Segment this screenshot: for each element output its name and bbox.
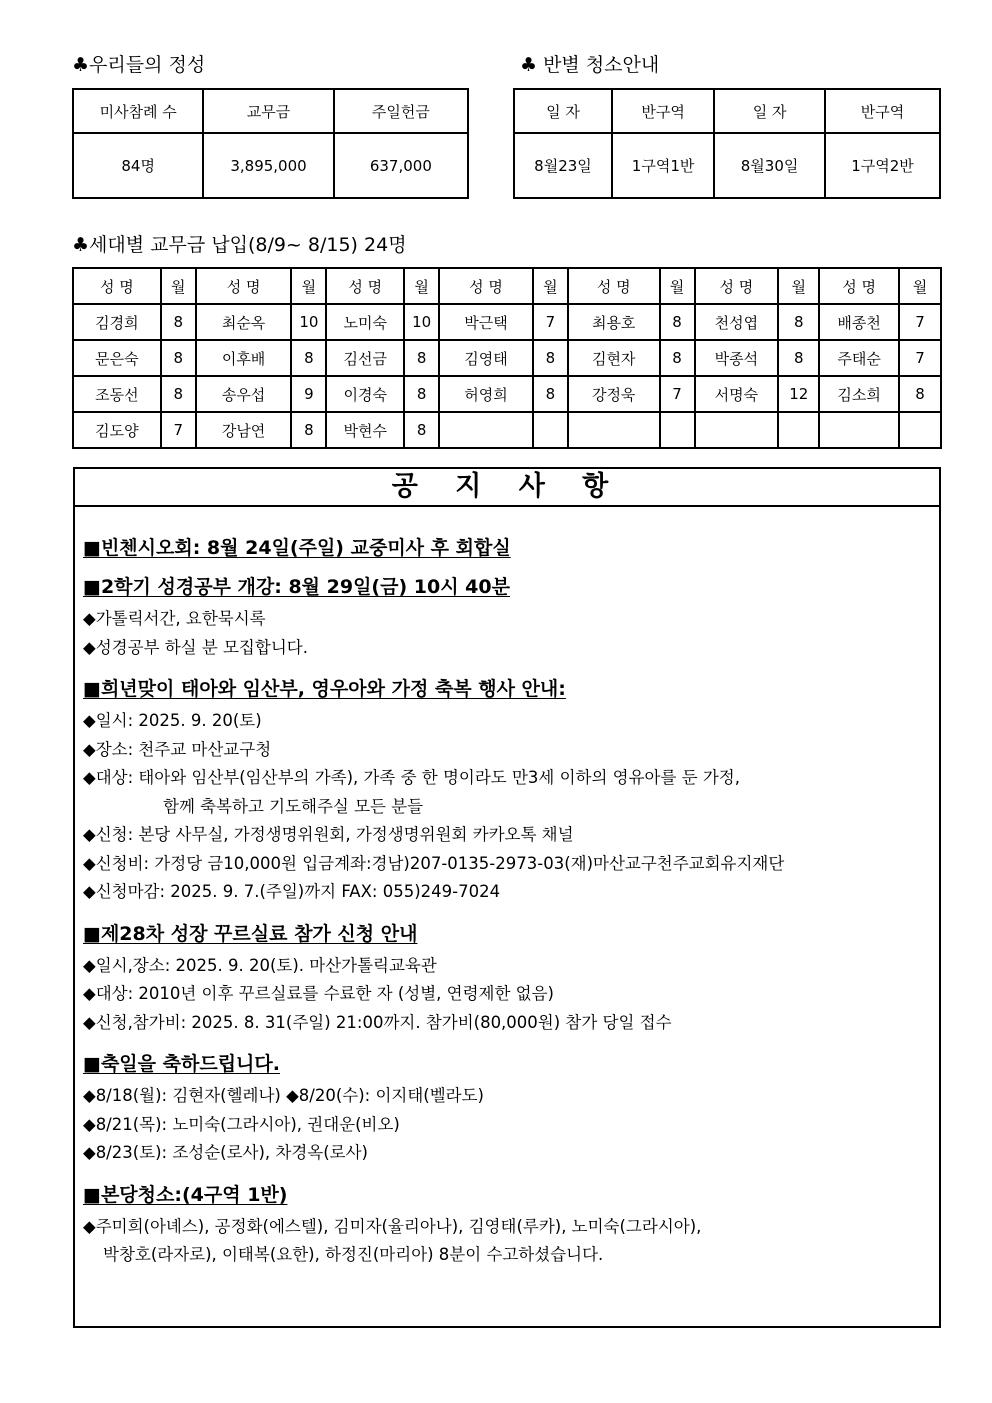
notice-section-blessing bbox=[83, 674, 939, 907]
name-header: 성 명 bbox=[73, 268, 161, 304]
cleaning-header-date-2: 일 자 bbox=[714, 89, 825, 133]
member-name bbox=[568, 412, 660, 448]
notice-title: 공 지 사 항 bbox=[75, 469, 939, 507]
member-name bbox=[695, 412, 779, 448]
member-name: 김영태 bbox=[439, 340, 533, 376]
month-header: 월 bbox=[404, 268, 439, 304]
member-month: 8 bbox=[533, 340, 568, 376]
cleaning-value-date-1: 8월23일 bbox=[514, 133, 612, 198]
member-name: 문은숙 bbox=[73, 340, 161, 376]
table-row bbox=[73, 304, 941, 340]
notice-section-title: ■제28차 성장 꾸르실료 참가 신청 안내 bbox=[83, 922, 418, 945]
cleaning-value-area-1: 1구역1반 bbox=[612, 133, 714, 198]
notice-box bbox=[73, 467, 941, 1328]
offering-header-attendance: 미사참례 수 bbox=[73, 89, 203, 133]
member-month: 8 bbox=[660, 340, 695, 376]
cleaning-header-area-2: 반구역 bbox=[825, 89, 940, 133]
dues-heading: ♣세대별 교무금 납입(8/9~ 8/15) 24명 bbox=[72, 234, 407, 256]
member-month: 8 bbox=[778, 340, 819, 376]
member-month: 10 bbox=[291, 304, 326, 340]
member-month: 9 bbox=[291, 376, 326, 412]
cleaning-value-area-2: 1구역2반 bbox=[825, 133, 940, 198]
member-month: 8 bbox=[291, 340, 326, 376]
member-name: 김경희 bbox=[73, 304, 161, 340]
table-row bbox=[73, 412, 941, 448]
notice-line: ◆대상: 태아와 임산부(임산부의 가족), 가족 중 한 명이라도 만3세 이하의 영유아를 둔 가정, bbox=[83, 768, 740, 787]
notice-line: ◆신청마감: 2025. 9. 7.(주일)까지 FAX: 055)249-7024 bbox=[83, 882, 501, 901]
member-month bbox=[660, 412, 695, 448]
month-header: 월 bbox=[291, 268, 326, 304]
offering-value-attendance: 84명 bbox=[73, 133, 203, 198]
offering-heading: ♣우리들의 정성 bbox=[72, 54, 206, 76]
member-month: 10 bbox=[404, 304, 439, 340]
notice-line: ◆장소: 천주교 마산교구청 bbox=[83, 739, 272, 759]
member-name: 천성엽 bbox=[695, 304, 779, 340]
member-name: 노미숙 bbox=[326, 304, 404, 340]
member-month: 8 bbox=[404, 340, 439, 376]
offering-value-dues: 3,895,000 bbox=[203, 133, 333, 198]
notice-section-bible-study bbox=[83, 572, 939, 662]
member-name: 김소희 bbox=[819, 376, 899, 412]
dues-header-row bbox=[73, 268, 941, 304]
table-row bbox=[73, 340, 941, 376]
member-name: 허영희 bbox=[439, 376, 533, 412]
member-name: 조동선 bbox=[73, 376, 161, 412]
notice-line: 박창호(라자로), 이태복(요한), 하정진(마리아) 8분이 수고하셨습니다. bbox=[103, 1245, 604, 1264]
member-name: 서명숙 bbox=[695, 376, 779, 412]
notice-section-title: ■축일을 축하드립니다. bbox=[83, 1053, 280, 1075]
member-name: 김현자 bbox=[568, 340, 660, 376]
member-name: 최순옥 bbox=[196, 304, 292, 340]
notice-section-title: ■희년맞이 태아와 임산부, 영우아와 가정 축복 행사 안내: bbox=[83, 678, 566, 700]
month-header: 월 bbox=[899, 268, 941, 304]
notice-section-cleaning bbox=[83, 1180, 939, 1270]
notice-line: ◆8/21(목): 노미숙(그라시아), 권대운(비오) bbox=[83, 1114, 400, 1134]
member-month: 8 bbox=[404, 376, 439, 412]
notice-section-cursillo bbox=[83, 919, 939, 1038]
cleaning-header-area-1: 반구역 bbox=[612, 89, 714, 133]
member-month: 8 bbox=[660, 304, 695, 340]
member-name bbox=[439, 412, 533, 448]
member-month: 7 bbox=[899, 304, 941, 340]
member-month: 8 bbox=[161, 340, 196, 376]
member-month: 8 bbox=[533, 376, 568, 412]
member-month: 8 bbox=[404, 412, 439, 448]
offering-table bbox=[72, 88, 469, 199]
member-month: 12 bbox=[778, 376, 819, 412]
notice-section-feast-days bbox=[83, 1049, 939, 1168]
member-month: 7 bbox=[899, 340, 941, 376]
name-header: 성 명 bbox=[196, 268, 292, 304]
member-month: 8 bbox=[161, 376, 196, 412]
notice-line: ◆주미희(아녜스), 공정화(에스텔), 김미자(율리아나), 김영태(루카), 노미숙(그라시아), bbox=[83, 1216, 702, 1236]
member-name: 박현수 bbox=[326, 412, 404, 448]
name-header: 성 명 bbox=[695, 268, 779, 304]
cleaning-heading: ♣ 반별 청소안내 bbox=[520, 54, 660, 76]
member-name: 김선금 bbox=[326, 340, 404, 376]
member-name: 박근택 bbox=[439, 304, 533, 340]
name-header: 성 명 bbox=[568, 268, 660, 304]
member-month: 8 bbox=[291, 412, 326, 448]
member-month: 8 bbox=[161, 304, 196, 340]
notice-line: ◆신청,참가비: 2025. 8. 31(주일) 21:00까지. 참가비(80,000원) 참가 당일 접수 bbox=[83, 1012, 672, 1032]
notice-line: ◆신청: 본당 사무실, 가정생명위원회, 가정생명위원회 카카오톡 채널 bbox=[83, 825, 574, 844]
notice-line: 함께 축복하고 기도해주실 모든 분들 bbox=[163, 796, 424, 816]
notice-body bbox=[75, 507, 939, 1270]
member-name: 배종천 bbox=[819, 304, 899, 340]
member-name: 김도양 bbox=[73, 412, 161, 448]
notice-line: ◆가톨릭서간, 요한묵시록 bbox=[83, 609, 266, 628]
dues-table bbox=[72, 267, 942, 449]
table-row bbox=[73, 376, 941, 412]
offering-header-sunday: 주일헌금 bbox=[334, 89, 468, 133]
month-header: 월 bbox=[533, 268, 568, 304]
notice-line: ◆8/23(토): 조성순(로사), 차경옥(로사) bbox=[83, 1143, 368, 1162]
notice-line: ◆성경공부 하실 분 모집합니다. bbox=[83, 637, 308, 657]
notice-line: ◆일시,장소: 2025. 9. 20(토). 마산가톨릭교육관 bbox=[83, 955, 437, 975]
member-name: 이후배 bbox=[196, 340, 292, 376]
member-name: 강정욱 bbox=[568, 376, 660, 412]
notice-section-title: ■빈첸시오회: 8월 24일(주일) 교중미사 후 회합실 bbox=[83, 537, 511, 559]
member-month bbox=[533, 412, 568, 448]
month-header: 월 bbox=[778, 268, 819, 304]
notice-section-vincent bbox=[83, 533, 939, 560]
cleaning-header-date-1: 일 자 bbox=[514, 89, 612, 133]
member-month: 7 bbox=[533, 304, 568, 340]
member-name: 강남연 bbox=[196, 412, 292, 448]
member-month: 7 bbox=[161, 412, 196, 448]
notice-section-title: ■본당청소:(4구역 1반) bbox=[83, 1183, 288, 1206]
member-name: 최용호 bbox=[568, 304, 660, 340]
member-month bbox=[778, 412, 819, 448]
name-header: 성 명 bbox=[326, 268, 404, 304]
member-name: 이경숙 bbox=[326, 376, 404, 412]
name-header: 성 명 bbox=[819, 268, 899, 304]
notice-line: ◆대상: 2010년 이후 꾸르실료를 수료한 자 (성별, 연령제한 없음) bbox=[83, 984, 554, 1003]
member-month: 7 bbox=[660, 376, 695, 412]
month-header: 월 bbox=[660, 268, 695, 304]
notice-line: ◆신청비: 가정당 금10,000원 입금계좌:경남)207-0135-2973-03(재)마산교구천주교회유지재단 bbox=[83, 853, 785, 873]
notice-line: ◆일시: 2025. 9. 20(토) bbox=[83, 711, 262, 730]
member-month: 8 bbox=[899, 376, 941, 412]
member-name: 박종석 bbox=[695, 340, 779, 376]
member-name bbox=[819, 412, 899, 448]
notice-section-title: ■2학기 성경공부 개강: 8월 29일(금) 10시 40분 bbox=[83, 576, 510, 598]
member-name: 주태순 bbox=[819, 340, 899, 376]
member-month bbox=[899, 412, 941, 448]
offering-header-dues: 교무금 bbox=[203, 89, 333, 133]
member-month: 8 bbox=[778, 304, 819, 340]
notice-line: ◆8/18(월): 김현자(헬레나) ◆8/20(수): 이지태(벨라도) bbox=[83, 1086, 484, 1105]
cleaning-value-date-2: 8월30일 bbox=[714, 133, 825, 198]
cleaning-table bbox=[513, 88, 941, 199]
month-header: 월 bbox=[161, 268, 196, 304]
member-name: 송우섭 bbox=[196, 376, 292, 412]
name-header: 성 명 bbox=[439, 268, 533, 304]
offering-value-sunday: 637,000 bbox=[334, 133, 468, 198]
